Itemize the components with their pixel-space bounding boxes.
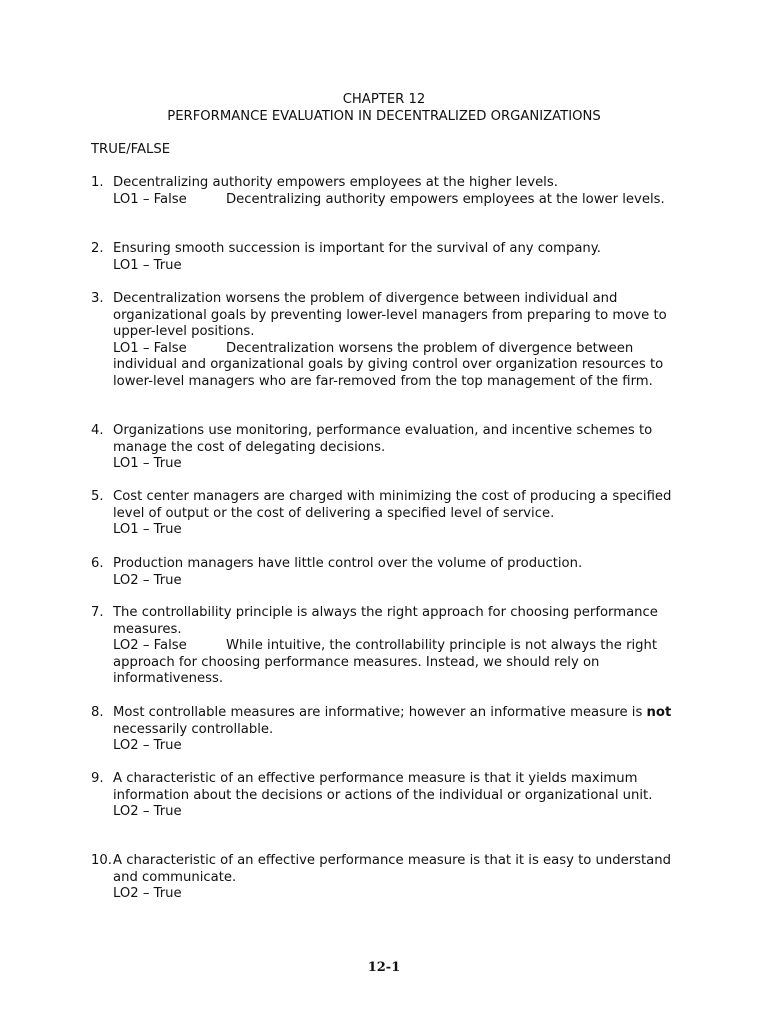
answer-tag: LO2 – True bbox=[113, 804, 182, 819]
question-text: Production managers have little control over the volume of production. bbox=[113, 556, 583, 571]
answer-tag: LO1 – True bbox=[113, 456, 182, 471]
question-text: A characteristic of an effective performance measure is that it is easy to understand and communicate. bbox=[113, 853, 671, 885]
question-item bbox=[91, 853, 691, 903]
question-item bbox=[91, 489, 691, 539]
question-number: 5. bbox=[91, 489, 104, 504]
answer-note: Decentralizing authority empowers employees at the lower levels. bbox=[226, 191, 665, 207]
question-text: Cost center managers are charged with minimizing the cost of producing a specified level of output or the cost of delivering a specified level of service. bbox=[113, 489, 672, 521]
question-item bbox=[91, 605, 691, 688]
question-number: 6. bbox=[91, 556, 104, 571]
answer-tag: LO1 – True bbox=[113, 522, 182, 537]
question-number: 10. bbox=[91, 853, 112, 868]
question-item bbox=[91, 241, 691, 274]
answer-tag: LO2 – True bbox=[113, 572, 182, 588]
answer-tag: LO2 – True bbox=[113, 886, 182, 901]
answer-line bbox=[113, 258, 691, 275]
answer-line bbox=[113, 192, 691, 209]
answer-line bbox=[113, 573, 691, 590]
question-text: Most controllable measures are informative; however an informative measure is not necessarily controllable. bbox=[113, 705, 672, 737]
answer-tag: LO2 – True bbox=[113, 738, 182, 753]
answer-tag: LO1 – False bbox=[113, 340, 187, 356]
question-number: 8. bbox=[91, 705, 104, 720]
question-number: 7. bbox=[91, 605, 104, 620]
answer-line bbox=[113, 804, 691, 821]
question-text: The controllability principle is always the right approach for choosing performance measures. bbox=[113, 605, 658, 637]
question-text: Decentralization worsens the problem of divergence between individual and organizational goals by preventing lower-level managers from preparing to move to upper-level positions. bbox=[113, 291, 667, 339]
answer-line bbox=[113, 456, 691, 473]
question-text: Ensuring smooth succession is important for the survival of any company. bbox=[113, 241, 601, 256]
page-number: 12-1 bbox=[367, 960, 401, 975]
answer-tag: LO1 – True bbox=[113, 257, 182, 273]
answer-note: Decentralization worsens the problem of divergence between individual and organizational goals by giving control over organization resources to lower-level managers who are far-removed from the top management of the firm. bbox=[113, 340, 664, 389]
question-text: Decentralizing authority empowers employees at the higher levels. bbox=[113, 175, 558, 190]
question-number: 2. bbox=[91, 241, 104, 256]
chapter-title: PERFORMANCE EVALUATION IN DECENTRALIZED ORGANIZATIONS bbox=[167, 109, 601, 124]
question-item bbox=[91, 291, 691, 390]
question-number: 9. bbox=[91, 771, 104, 786]
emphasis-text: not bbox=[646, 705, 672, 720]
question-number: 3. bbox=[91, 291, 104, 306]
section-heading: TRUE/FALSE bbox=[91, 142, 171, 157]
answer-tag: LO2 – False bbox=[113, 638, 187, 653]
question-item bbox=[91, 771, 691, 821]
chapter-number: CHAPTER 12 bbox=[342, 92, 426, 107]
question-item bbox=[91, 705, 691, 755]
answer-line bbox=[113, 341, 691, 391]
question-number: 4. bbox=[91, 423, 104, 438]
answer-note: While intuitive, the controllability principle is not always the right approach for choosing performance measures. Instead, we should rely on informativeness. bbox=[113, 638, 658, 686]
question-text: A characteristic of an effective performance measure is that it yields maximum information about the decisions or actions of the individual or organizational unit. bbox=[113, 771, 653, 803]
question-item bbox=[91, 556, 691, 589]
answer-line bbox=[113, 738, 691, 755]
answer-tag: LO1 – False bbox=[113, 191, 187, 207]
question-item bbox=[91, 175, 691, 208]
question-item bbox=[91, 423, 691, 473]
answer-line bbox=[113, 522, 691, 539]
answer-line bbox=[113, 886, 691, 903]
question-text: Organizations use monitoring, performance evaluation, and incentive schemes to manage the cost of delegating decisions. bbox=[113, 423, 653, 455]
question-number: 1. bbox=[91, 175, 104, 190]
answer-line bbox=[113, 638, 691, 688]
